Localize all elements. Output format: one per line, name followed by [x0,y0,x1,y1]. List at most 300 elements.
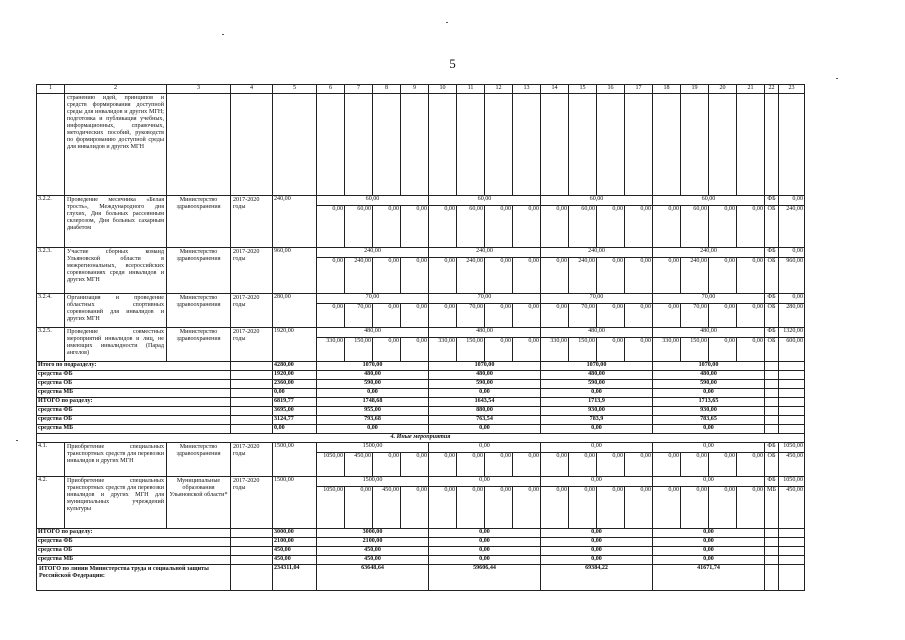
funding-source: ОБ [765,453,779,477]
year-breakdown-value: 0,00 [485,304,513,328]
summary-year-value: 0,00 [541,425,653,434]
empty-cell [231,565,273,591]
empty-cell [765,380,779,389]
empty-cell [231,416,273,425]
year-breakdown-value: 0,00 [373,338,401,362]
summary-total: 6819,77 [273,398,317,407]
summary-year-value: 0,00 [541,529,653,538]
year-breakdown-value: 0,00 [429,206,457,248]
year-total-y20: 240,00 [653,248,765,258]
empty-cell [373,94,401,196]
funding-amount: 1050,00 [779,477,805,487]
year-breakdown-value: 150,00 [457,338,485,362]
column-number: 14 [541,85,569,94]
year-total-y19: 60,00 [541,196,653,206]
year-breakdown-value: 0,00 [513,338,541,362]
summary-year-value: 1748,68 [317,398,429,407]
grand-total-row [37,565,805,591]
year-breakdown-value: 0,00 [653,258,681,294]
year-breakdown-value: 60,00 [345,206,373,248]
year-breakdown-value: 0,00 [681,453,709,477]
summary-label: средства ФБ [37,371,231,380]
empty-cell [231,547,273,556]
empty-cell [231,407,273,416]
grand-year-value: 63648,64 [317,565,429,591]
summary-label: средства ОБ [37,547,231,556]
column-number: 13 [513,85,541,94]
year-breakdown-value: 0,00 [513,304,541,328]
year-breakdown-value: 0,00 [317,206,345,248]
funding-amount: 600,00 [779,338,805,362]
summary-row [37,362,805,371]
year-breakdown-value: 240,00 [681,258,709,294]
year-breakdown-value: 0,00 [429,453,457,477]
year-breakdown-value: 150,00 [345,338,373,362]
empty-cell [765,529,779,538]
year-breakdown-value: 70,00 [345,304,373,328]
empty-cell [779,398,805,407]
year-breakdown-value: 0,00 [737,304,765,328]
grand-year-value: 59606,44 [429,565,541,591]
summary-year-value: 1713,9 [541,398,653,407]
empty-cell [231,538,273,547]
empty-cell [231,371,273,380]
funding-amount: 1320,00 [779,328,805,338]
summary-year-value: 450,00 [317,556,429,565]
year-total-y18: 0,00 [429,477,541,487]
summary-year-value: 480,00 [541,371,653,380]
empty-cell [231,556,273,565]
empty-cell [231,398,273,407]
summary-year-value: 2100,00 [317,538,429,547]
summary-row [37,425,805,434]
year-breakdown-value: 0,00 [401,453,429,477]
summary-year-value: 0,00 [541,389,653,398]
year-breakdown-value: 0,00 [485,487,513,529]
activity-name: Проведение месячника «Белая трость», Международного дня глухих, Дня больных рассеянным склерозом, Дня больных сахарным диабетом [65,196,167,248]
empty-cell [779,556,805,565]
year-breakdown-value: 0,00 [737,258,765,294]
implementation-period: 2017-2020 годы [231,294,273,328]
empty-cell [709,94,737,196]
year-breakdown-value: 0,00 [541,487,569,529]
implementation-period: 2017-2020 годы [231,443,273,477]
empty-cell [765,416,779,425]
summary-total: 450,00 [273,547,317,556]
continued-activity-name: странению идей, принципов и средств формирования доступной среды для инвалидов и других МГН; подготовка и публикация учебных, информационных, справочных, методических пособий, руководств по формированию доступной среды для инвалидов и других МГН [65,94,167,196]
empty-cell [345,94,373,196]
empty-cell [681,94,709,196]
empty-cell [765,538,779,547]
year-breakdown-value: 0,00 [709,338,737,362]
year-breakdown-value: 0,00 [737,206,765,248]
summary-year-value: 0,00 [429,556,541,565]
summary-year-value: 450,00 [317,547,429,556]
funding-source: ФБ [765,196,779,206]
year-breakdown-value: 1050,00 [317,453,345,477]
activity-total: 240,00 [273,196,317,248]
funding-amount: 240,00 [779,206,805,248]
year-breakdown-value: 0,00 [401,338,429,362]
scan-speck [446,22,448,23]
summary-year-value: 783,65 [653,416,765,425]
activity-total: 1500,00 [273,443,317,477]
year-total-y19: 0,00 [541,443,653,453]
year-breakdown-value: 0,00 [681,487,709,529]
summary-year-value: 880,00 [429,407,541,416]
year-breakdown-value: 330,00 [541,338,569,362]
year-breakdown-value: 0,00 [653,304,681,328]
activity-number: 4.2. [37,477,65,529]
year-breakdown-value: 0,00 [653,453,681,477]
year-breakdown-value: 0,00 [485,453,513,477]
empty-cell [765,547,779,556]
responsible-agency: Министерство здравоохранения [167,294,231,328]
year-breakdown-value: 70,00 [681,304,709,328]
summary-year-value: 0,00 [653,425,765,434]
grand-total-label: ИТОГО по линии Министерства труда и социальной защиты Российской Федерации: [37,565,231,591]
year-total-y18: 480,00 [429,328,541,338]
funding-source: ФБ [765,443,779,453]
funding-amount: 0,00 [779,294,805,304]
empty-cell [231,94,273,196]
summary-label: средства ОБ [37,416,231,425]
summary-label: Итого по подразделу: [37,362,231,371]
year-total-y17: 240,00 [317,248,429,258]
column-number: 17 [625,85,653,94]
section-title-row [37,434,805,443]
column-number: 23 [779,85,805,94]
empty-cell [737,94,765,196]
summary-label: средства МБ [37,556,231,565]
year-total-y20: 0,00 [653,443,765,453]
summary-row [37,380,805,389]
year-breakdown-value: 0,00 [485,206,513,248]
empty-cell [765,556,779,565]
summary-year-value: 0,00 [541,556,653,565]
summary-year-value: 0,00 [429,547,541,556]
year-breakdown-value: 0,00 [737,338,765,362]
summary-row [37,389,805,398]
column-number: 22 [765,85,779,94]
year-breakdown-value: 0,00 [541,304,569,328]
empty-cell [779,547,805,556]
year-total-y17: 60,00 [317,196,429,206]
year-breakdown-value: 0,00 [709,206,737,248]
funding-source: ОБ [765,304,779,328]
year-breakdown-value: 0,00 [541,258,569,294]
scan-speck [222,34,224,35]
column-number-row [37,85,805,94]
year-breakdown-value: 150,00 [681,338,709,362]
year-breakdown-value: 0,00 [709,487,737,529]
summary-year-value: 0,00 [653,538,765,547]
activity-total: 280,00 [273,294,317,328]
summary-row [37,407,805,416]
summary-year-value: 480,00 [317,371,429,380]
empty-cell [765,407,779,416]
year-breakdown-value: 0,00 [429,487,457,529]
summary-label: средства МБ [37,389,231,398]
empty-cell [167,94,231,196]
empty-cell [625,94,653,196]
activity-row-top [37,443,805,453]
column-number: 16 [597,85,625,94]
column-number: 18 [653,85,681,94]
empty-cell [231,389,273,398]
empty-cell [779,371,805,380]
funding-amount: 450,00 [779,487,805,529]
year-breakdown-value: 0,00 [485,258,513,294]
column-number: 10 [429,85,457,94]
implementation-period: 2017-2020 годы [231,248,273,294]
summary-year-value: 0,00 [653,389,765,398]
year-breakdown-value: 0,00 [457,453,485,477]
year-breakdown-value: 0,00 [737,487,765,529]
empty-cell [653,94,681,196]
empty-cell [765,362,779,371]
column-number: 5 [273,85,317,94]
funding-source: ФБ [765,328,779,338]
year-breakdown-value: 450,00 [345,453,373,477]
column-number: 2 [65,85,167,94]
column-number: 9 [401,85,429,94]
empty-cell [569,94,597,196]
year-breakdown-value: 240,00 [345,258,373,294]
summary-row [37,416,805,425]
empty-cell [429,94,457,196]
year-breakdown-value: 0,00 [457,487,485,529]
summary-year-value: 480,00 [429,371,541,380]
scan-speck [836,78,838,79]
year-breakdown-value: 450,00 [373,487,401,529]
summary-year-value: 1713,65 [653,398,765,407]
year-total-y19: 0,00 [541,477,653,487]
column-number: 21 [737,85,765,94]
year-breakdown-value: 0,00 [625,487,653,529]
funding-source: ФБ [765,248,779,258]
summary-year-value: 480,00 [653,371,765,380]
year-breakdown-value: 0,00 [317,304,345,328]
summary-row [37,538,805,547]
summary-total: 1920,00 [273,371,317,380]
empty-cell [457,94,485,196]
empty-cell [779,416,805,425]
funding-source: ОБ [765,258,779,294]
year-breakdown-value: 0,00 [597,453,625,477]
year-breakdown-value: 0,00 [373,453,401,477]
year-breakdown-value: 0,00 [653,206,681,248]
summary-year-value: 1070,00 [541,362,653,371]
summary-total: 4280,00 [273,362,317,371]
summary-total: 0,00 [273,389,317,398]
activity-number: 4.1. [37,443,65,477]
summary-total: 3695,00 [273,407,317,416]
activity-name: Приобретение специальных транспортных средств для перевозки инвалидов и других МГН [65,443,167,477]
summary-year-value: 590,00 [653,380,765,389]
row-number-cell [37,94,65,196]
year-breakdown-value: 240,00 [457,258,485,294]
continuation-row [37,94,805,196]
year-breakdown-value: 240,00 [569,258,597,294]
summary-year-value: 0,00 [653,529,765,538]
summary-year-value: 1070,00 [317,362,429,371]
empty-cell [485,94,513,196]
empty-cell [779,362,805,371]
summary-year-value: 590,00 [429,380,541,389]
year-breakdown-value: 0,00 [373,206,401,248]
empty-cell [765,371,779,380]
year-breakdown-value: 0,00 [597,487,625,529]
summary-year-value: 1643,54 [429,398,541,407]
activity-number: 3.2.5. [37,328,65,362]
summary-total: 2100,00 [273,538,317,547]
funding-source: МБ [765,487,779,529]
summary-year-value: 1070,00 [429,362,541,371]
funding-source: ОБ [765,206,779,248]
summary-total: 3124,77 [273,416,317,425]
year-breakdown-value: 0,00 [597,206,625,248]
activity-row-top [37,328,805,338]
column-number: 15 [569,85,597,94]
empty-cell [231,529,273,538]
column-number: 8 [373,85,401,94]
summary-year-value: 590,00 [541,380,653,389]
summary-year-value: 955,00 [317,407,429,416]
year-breakdown-value: 0,00 [597,258,625,294]
column-number: 1 [37,85,65,94]
year-breakdown-value: 0,00 [597,338,625,362]
year-total-y17: 70,00 [317,294,429,304]
grand-year-value: 41671,74 [653,565,765,591]
empty-cell [779,529,805,538]
year-total-y20: 480,00 [653,328,765,338]
empty-cell [779,94,805,196]
summary-row [37,529,805,538]
summary-label: средства ФБ [37,407,231,416]
empty-cell [273,94,317,196]
grand-total-value: 234311,04 [273,565,317,591]
funding-amount: 0,00 [779,196,805,206]
empty-cell [779,538,805,547]
year-breakdown-value: 0,00 [429,258,457,294]
summary-year-value: 763,54 [429,416,541,425]
activity-total: 960,00 [273,248,317,294]
year-breakdown-value: 0,00 [401,304,429,328]
year-breakdown-value: 0,00 [737,453,765,477]
column-number: 3 [167,85,231,94]
empty-cell [513,94,541,196]
activity-number: 3.2.2. [37,196,65,248]
year-breakdown-value: 0,00 [373,258,401,294]
year-breakdown-value: 330,00 [429,338,457,362]
year-breakdown-value: 0,00 [625,206,653,248]
funding-amount: 450,00 [779,453,805,477]
year-total-y18: 70,00 [429,294,541,304]
summary-year-value: 930,00 [541,407,653,416]
activity-row-top [37,196,805,206]
activity-row-top [37,294,805,304]
summary-row [37,547,805,556]
activity-number: 3.2.4. [37,294,65,328]
summary-year-value: 930,00 [653,407,765,416]
summary-total: 3000,00 [273,529,317,538]
year-breakdown-value: 0,00 [401,206,429,248]
year-breakdown-value: 150,00 [569,338,597,362]
year-breakdown-value: 0,00 [401,487,429,529]
summary-total: 450,00 [273,556,317,565]
empty-cell [231,362,273,371]
responsible-agency: Министерство здравоохранения [167,196,231,248]
responsible-agency: Муниципальные образования Ульяновской области* [167,477,231,529]
year-total-y19: 70,00 [541,294,653,304]
empty-cell [779,380,805,389]
activity-name: Проведение совместных мероприятий инвалидов и лиц, не имеющих инвалидности (Парад ангелов) [65,328,167,362]
year-breakdown-value: 0,00 [625,338,653,362]
empty-cell [765,565,779,591]
summary-label: средства ОБ [37,380,231,389]
budget-table [36,84,805,591]
column-number: 4 [231,85,273,94]
scan-speck [16,440,18,441]
year-breakdown-value: 0,00 [569,487,597,529]
year-breakdown-value: 0,00 [513,206,541,248]
year-total-y17: 1500,00 [317,477,429,487]
summary-row [37,371,805,380]
year-breakdown-value: 0,00 [513,453,541,477]
year-breakdown-value: 0,00 [541,453,569,477]
summary-row [37,398,805,407]
year-breakdown-value: 0,00 [485,338,513,362]
empty-cell [765,389,779,398]
year-breakdown-value: 330,00 [317,338,345,362]
funding-amount: 0,00 [779,248,805,258]
section-title: 4. Иные мероприятия [37,434,805,443]
summary-year-value: 793,68 [317,416,429,425]
empty-cell [765,425,779,434]
empty-cell [401,94,429,196]
year-breakdown-value: 0,00 [709,453,737,477]
year-breakdown-value: 0,00 [569,453,597,477]
year-total-y18: 240,00 [429,248,541,258]
year-total-y20: 0,00 [653,477,765,487]
summary-year-value: 0,00 [429,389,541,398]
year-breakdown-value: 0,00 [709,304,737,328]
empty-cell [779,565,805,591]
year-total-y18: 60,00 [429,196,541,206]
summary-year-value: 0,00 [317,425,429,434]
summary-year-value: 590,00 [317,380,429,389]
year-breakdown-value: 60,00 [569,206,597,248]
funding-amount: 1050,00 [779,443,805,453]
empty-cell [779,407,805,416]
year-breakdown-value: 0,00 [625,304,653,328]
column-number: 20 [709,85,737,94]
funding-amount: 280,00 [779,304,805,328]
year-breakdown-value: 0,00 [625,453,653,477]
funding-source: ОБ [765,338,779,362]
summary-year-value: 0,00 [429,529,541,538]
year-breakdown-value: 0,00 [401,258,429,294]
summary-total: 2360,00 [273,380,317,389]
year-breakdown-value: 0,00 [345,487,373,529]
year-breakdown-value: 0,00 [513,487,541,529]
activity-name: Приобретение специальных транспортных средств для перевозки инвалидов и других МГН для муниципальных учреждений культуры [65,477,167,529]
empty-cell [779,389,805,398]
responsible-agency: Министерство здравоохранения [167,328,231,362]
summary-row [37,556,805,565]
summary-year-value: 783,9 [541,416,653,425]
